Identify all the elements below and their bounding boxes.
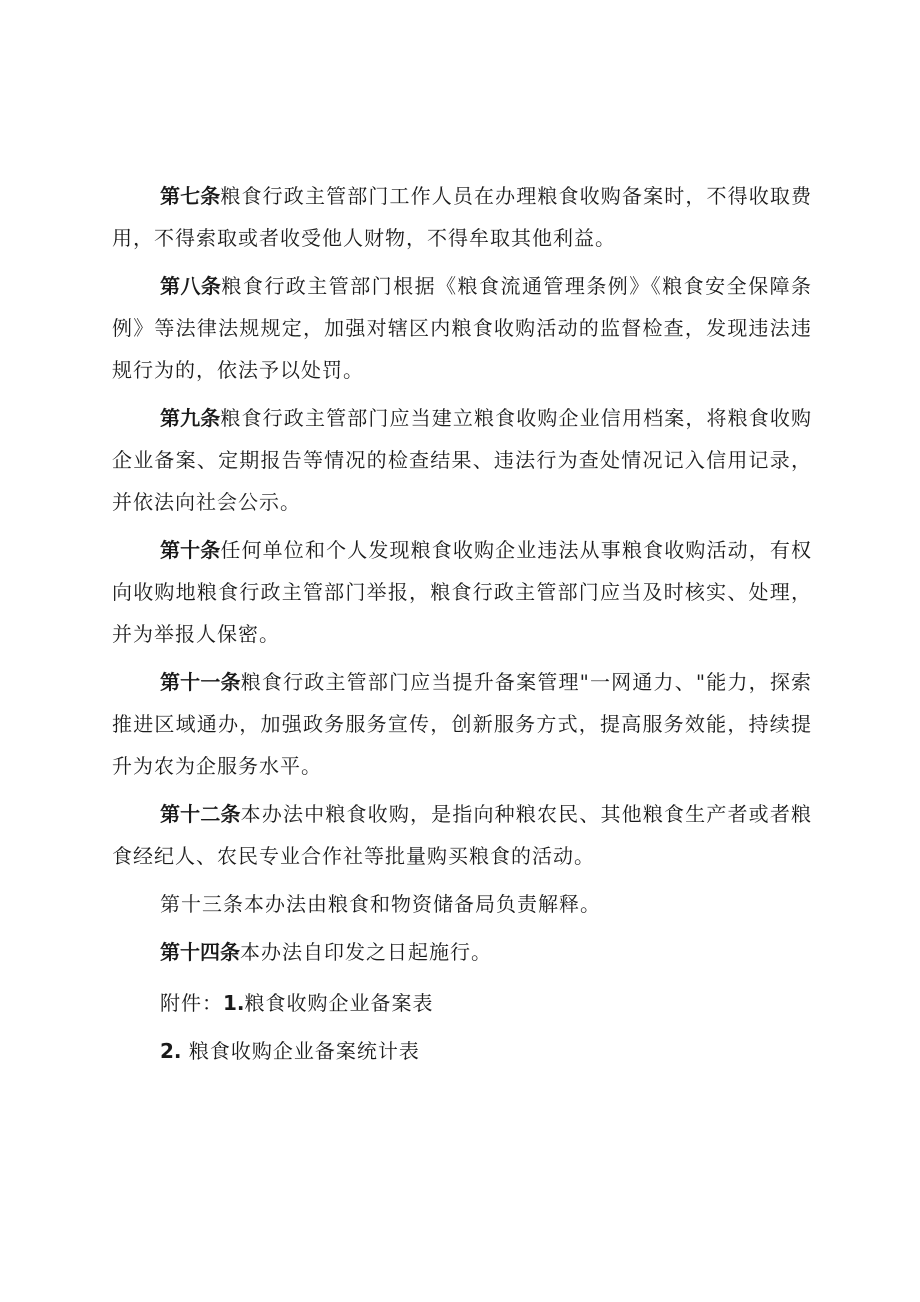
article-7 (112, 175, 812, 259)
article-label: 第十四条 (160, 940, 240, 964)
article-label: 第八条 (160, 274, 222, 298)
article-text: 粮食行政主管部门应当提升备案管理"一网通力、"能力，探索推进区域通办，加强政务服务宣传，创新服务方式，提高服务效能，持续提升为农为企服务水平。 (112, 670, 813, 778)
article-12 (112, 793, 812, 877)
article-label: 第九条 (160, 406, 221, 430)
article-text: 本办法自印发之日起施行。 (240, 940, 492, 964)
document-page (112, 175, 812, 1075)
attachment-prefix: 附件： (160, 991, 223, 1015)
article-text: 粮食行政主管部门应当建立粮食收购企业信用档案，将粮食收购企业备案、定期报告等情况的检查结果、违法行为查处情况记入信用记录，并依法向社会公示。 (112, 406, 813, 514)
attachment-title: 粮食收购企业备案统计表 (188, 1039, 420, 1063)
attachment-line-1 (112, 979, 812, 1027)
article-11 (112, 661, 812, 787)
article-9 (112, 397, 812, 523)
article-text: 粮食行政主管部门根据《粮食流通管理条例》《粮食安全保障条例》等法律法规规定，加强对辖区内粮食收购活动的监督检查，发现违法违规行为的，依法予以处罚。 (112, 274, 813, 382)
article-label: 第十一条 (160, 670, 241, 694)
article-text: 粮食行政主管部门工作人员在办理粮食收购备案时，不得收取费用，不得索取或者收受他人财物，不得牟取其他利益。 (112, 184, 813, 250)
article-label: 第十二条 (160, 802, 241, 826)
article-14 (112, 931, 812, 973)
article-text: 任何单位和个人发现粮食收购企业违法从事粮食收购活动，有权向收购地粮食行政主管部门举报，粮食行政主管部门应当及时核实、处理，并为举报人保密。 (112, 538, 813, 646)
attachment-number: 1. (223, 991, 245, 1015)
attachment-line-2 (112, 1027, 812, 1075)
article-text: 本办法中粮食收购，是指向种粮农民、其他粮食生产者或者粮食经纪人、农民专业合作社等批量购买粮食的活动。 (112, 802, 813, 868)
article-10 (112, 529, 812, 655)
article-label: 第七条 (160, 184, 221, 208)
article-label: 第十条 (160, 538, 221, 562)
article-8 (112, 265, 812, 391)
attachment-title: 粮食收购企业备案表 (244, 991, 434, 1015)
article-13: 第十三条本办法由粮食和物资储备局负责解释。 (160, 892, 601, 916)
attachment-number: 2. (160, 1039, 182, 1063)
